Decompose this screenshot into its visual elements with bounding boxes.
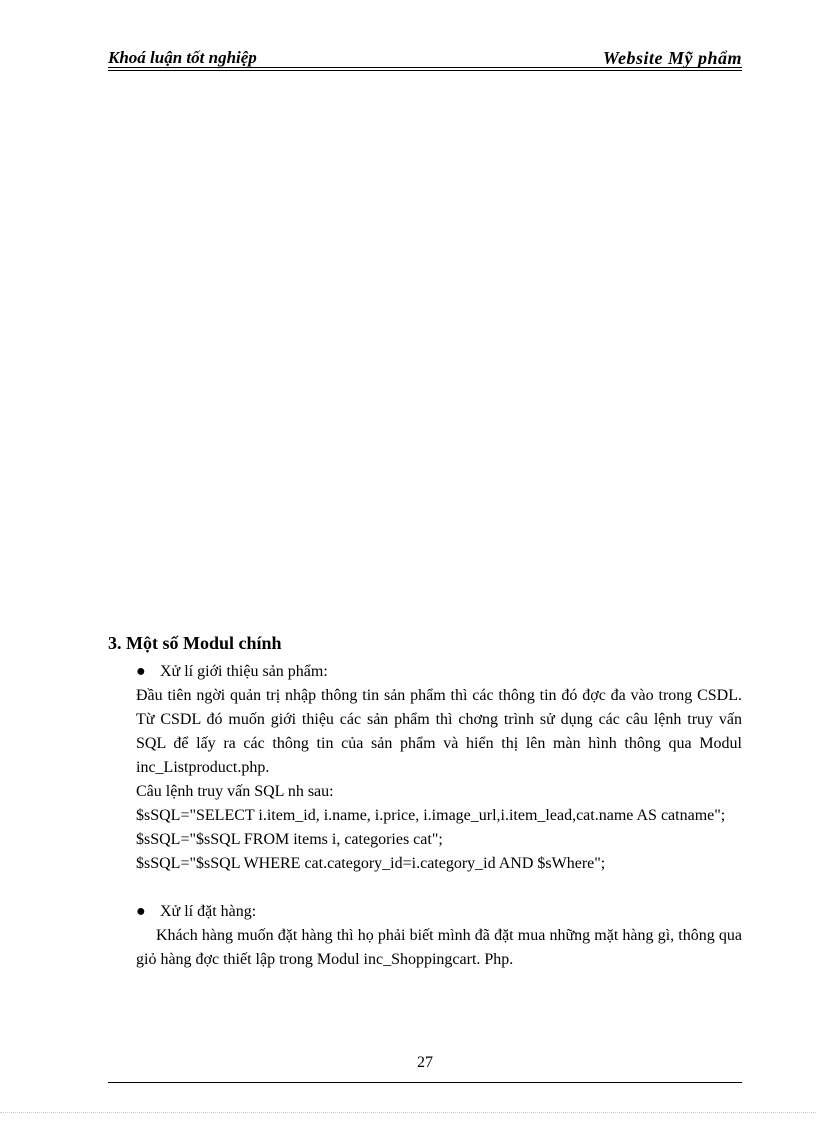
bullet-icon: ● [136,903,146,920]
section-title: 3. Một số Modul chính [108,633,282,653]
sql-line: $sSQL="SELECT i.item_id, i.name, i.price, i.image_url,i.item_lead,cat.name AS catname"; [136,807,726,824]
sql-line: $sSQL="$sSQL WHERE cat.category_id=i.category_id AND $sWhere"; [136,855,606,872]
bullet-item-ordering [108,900,742,924]
bullet-label: Xử lí đặt hàng: [160,903,257,920]
bullet-icon: ● [136,663,146,680]
header-rule-double [108,70,742,71]
sql-line: $sSQL="$sSQL FROM items i, categories cat"; [136,831,443,848]
bullet-label: Xử lí giới thiệu sản phẩm: [160,663,328,680]
page-header [108,42,742,72]
page-footer [108,1054,742,1072]
paragraph-product-intro: Đầu tiên ngời quản trị nhập thông tin sản phẩm thì các thông tin đó đợc đa vào trong CSDL. Từ CSDL đó muốn giới thiệu các sản phẩm thì chơng trình sử dụng các câu lệnh truy vấn SQL để lấy ra các thông tin của sản phẩm và hiển thị lên màn hình thông qua Modul inc_Listproduct.php. [136,687,742,776]
page-bottom-border [0,1112,816,1113]
sql-intro: Câu lệnh truy vấn SQL nh sau: [136,783,334,800]
spacer [108,876,742,900]
header-thesis-title: Khoá luận tốt nghiệp [108,48,257,67]
header-rule [108,67,742,68]
footer-rule [108,1082,742,1083]
paragraph-ordering: Khách hàng muốn đặt hàng thì họ phải biết mình đã đặt mua những mặt hàng gì, thông qua giỏ hàng đợc thiết lập trong Modul inc_Shoppingcart. Php. [136,927,742,968]
bullet-item-product-intro [108,660,742,684]
header-website-title: Website Mỹ phẩm [602,48,742,68]
main-content [108,630,742,972]
page-number: 27 [417,1054,433,1071]
